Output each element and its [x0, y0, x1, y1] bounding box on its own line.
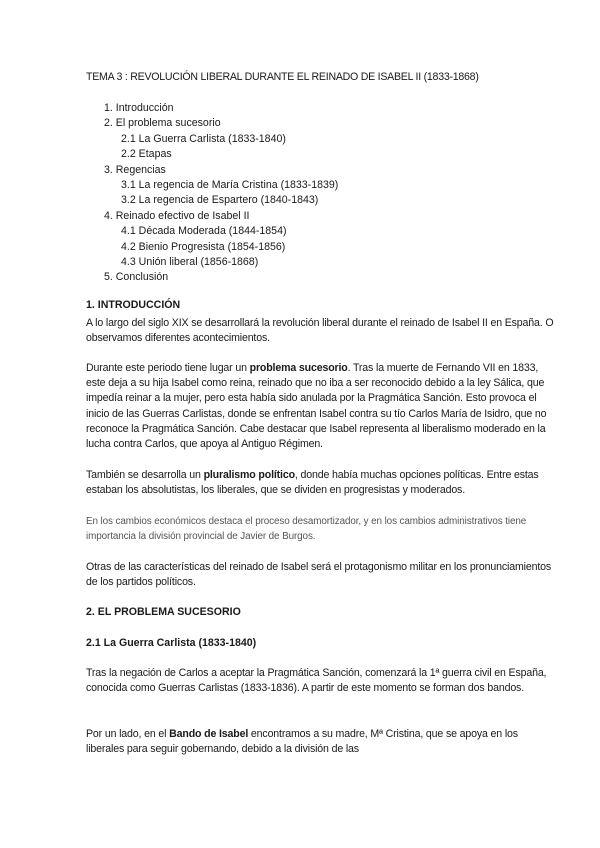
- section-heading-introduccion: 1. INTRODUCCIÓN: [86, 299, 181, 311]
- document-title: TEMA 3 : REVOLUCIÓN LIBERAL DURANTE EL REINADO DE ISABEL II (1833-1868): [86, 71, 479, 83]
- toc-subitem: 2.1 La Guerra Carlista (1833-1840): [121, 132, 286, 145]
- paragraph-text: , donde había muchas opciones políticas. Entre estas estaban los absolutistas, los liberales, que se dividen en progresistas y moderados.: [86, 469, 539, 497]
- paragraph: Tras la negación de Carlos a aceptar la Pragmática Sanción, comenzará la 1ª guerra civil en España, conocida como Guerras Carlistas (1833-1836). A partir de este momento se forman dos bandos.: [86, 667, 547, 695]
- toc-item: 2. El problema sucesorio: [104, 117, 221, 130]
- paragraph: [86, 361, 556, 452]
- paragraph: A lo largo del siglo XIX se desarrollará la revolución liberal durante el reinado de Isabel II en España. O observamos diferentes acontecimientos.: [86, 317, 554, 345]
- toc-subitem: 4.3 Unión liberal (1856-1868): [121, 256, 259, 269]
- section-heading-problema-sucesorio: 2. EL PROBLEMA SUCESORIO: [86, 606, 241, 618]
- toc-item: 4. Reinado efectivo de Isabel II: [104, 209, 250, 222]
- paragraph: En los cambios económicos destaca el proceso desamortizador, y en los cambios administrativos tiene importancia la división provincial de Javier de Burgos.: [86, 516, 527, 543]
- bold-term: problema sucesorio: [249, 362, 348, 374]
- toc-item: 5. Conclusión: [104, 271, 169, 284]
- paragraph-text: encontramos a su madre, Mª Cristina, que se apoya en los liberales para seguir gobernando, debido a la división de las: [86, 728, 518, 756]
- paragraph-text: . Tras la muerte de Fernando VII en 1833, este deja a su hija Isabel como reina, reinado que no iba a ser reconocido debido a la ley Sálica, que impedía reinar a la mujer, pero esta había sido anulada por la Pragmática Sanción. Esto provoca el inicio de las Guerras Carlistas, donde se enfrentan Isabel contra su tío Carlos María de Isidro, que no reconoce la Pragmática Sanción. Cabe destacar que Isabel representa al liberalismo moderado en la lucha contra Carlos, que apoya al Antiguo Régimen.: [86, 362, 547, 451]
- paragraph: Otras de las características del reinado de Isabel será el protagonismo militar en los pronunciamientos de los partidos políticos.: [86, 561, 552, 589]
- toc-subitem: 3.1 La regencia de María Cristina (1833-1839): [121, 179, 339, 192]
- table-of-contents: [104, 101, 338, 286]
- toc-subitem: 2.2 Etapas: [121, 148, 172, 161]
- toc-subitem: 4.2 Bienio Progresista (1854-1856): [121, 240, 286, 253]
- subsection-heading-guerra-carlista: 2.1 La Guerra Carlista (1833-1840): [86, 637, 257, 649]
- paragraph-text: Durante este periodo tiene lugar un: [86, 362, 250, 374]
- paragraph-text: También se desarrolla un: [86, 469, 204, 481]
- bold-term: pluralismo político: [203, 469, 295, 481]
- toc-item: 3. Regencias: [104, 163, 166, 176]
- paragraph: [86, 727, 556, 757]
- toc-subitem: 4.1 Década Moderada (1844-1854): [121, 225, 287, 238]
- toc-subitem: 3.2 La regencia de Espartero (1840-1843): [121, 194, 319, 207]
- bold-term: Bando de Isabel: [169, 728, 249, 740]
- paragraph: [86, 468, 556, 498]
- toc-item: 1. Introducción: [104, 102, 174, 114]
- paragraph-text: Por un lado, en el: [86, 728, 170, 740]
